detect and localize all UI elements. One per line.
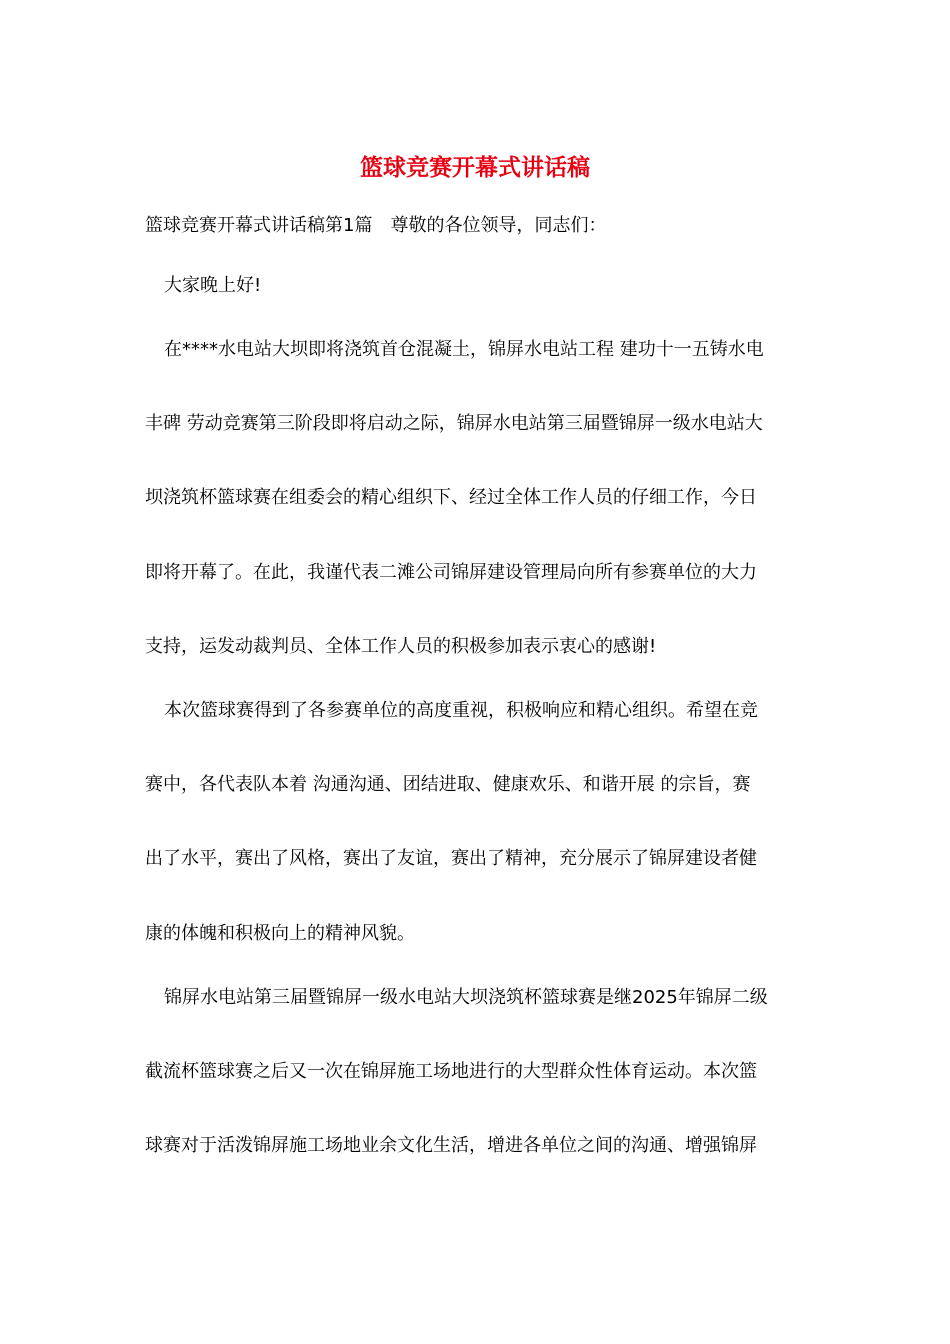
body-line: 康的体魄和积极向上的精神风貌。 (145, 923, 415, 944)
document-title: 篮球竞赛开幕式讲话稿 (360, 155, 590, 181)
body-line: 篮球竞赛开幕式讲话稿第1篇 尊敬的各位领导，同志们： (145, 215, 607, 236)
body-line: 在****水电站大坝即将浇筑首仓混凝土，锦屏水电站工程 建功十一五铸水电 (164, 339, 764, 360)
body-line: 本次篮球赛得到了各参赛单位的高度重视，积极响应和精心组织。希望在竞 (164, 700, 758, 721)
body-line: 截流杯篮球赛之后又一次在锦屏施工场地进行的大型群众性体育运动。本次篮 (145, 1061, 757, 1082)
body-line: 出了水平，赛出了风格，赛出了友谊，赛出了精神，充分展示了锦屏建设者健 (145, 848, 757, 869)
body-line: 丰碑 劳动竞赛第三阶段即将启动之际，锦屏水电站第三届暨锦屏一级水电站大 (145, 413, 763, 434)
body-line: 赛中，各代表队本着 沟通沟通、团结进取、健康欢乐、和谐开展 的宗旨，赛 (145, 774, 751, 795)
body-line: 锦屏水电站第三届暨锦屏一级水电站大坝浇筑杯篮球赛是继2025年锦屏二级 (164, 987, 768, 1008)
body-line: 球赛对于活泼锦屏施工场地业余文化生活，增进各单位之间的沟通、增强锦屏 (145, 1135, 757, 1156)
body-line: 大家晚上好! (164, 275, 262, 296)
body-line: 支持，运发动裁判员、全体工作人员的积极参加表示衷心的感谢! (145, 636, 657, 657)
body-line: 即将开幕了。在此，我谨代表二滩公司锦屏建设管理局向所有参赛单位的大力 (145, 562, 757, 583)
body-line: 坝浇筑杯篮球赛在组委会的精心组织下、经过全体工作人员的仔细工作，今日 (145, 487, 757, 508)
